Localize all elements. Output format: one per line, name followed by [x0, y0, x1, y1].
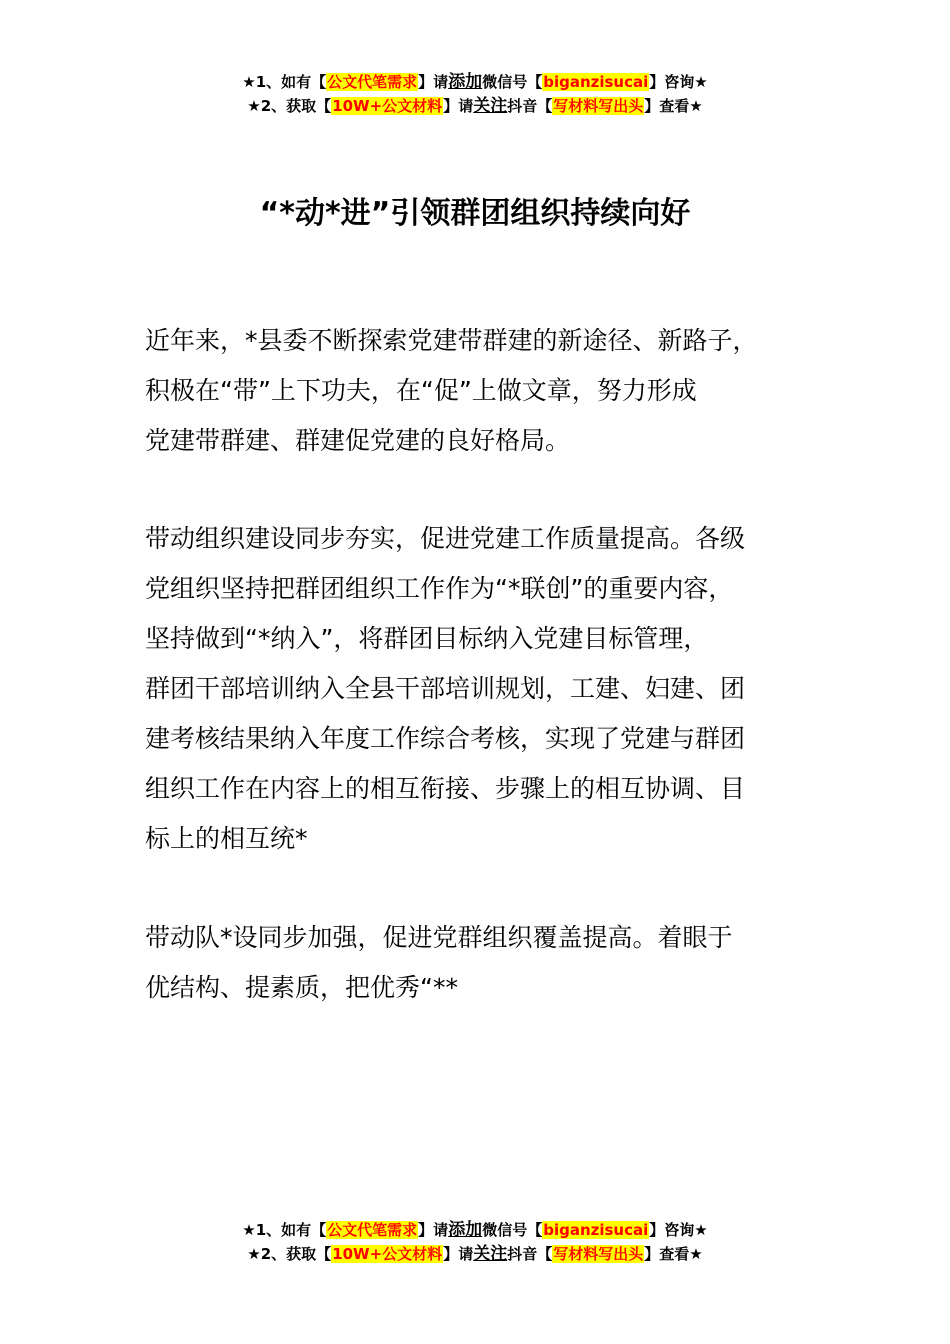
banner-line-1	[0, 70, 950, 94]
banner-text: 】请	[418, 1221, 449, 1239]
paragraph-line: 带动队*设同步加强，促进党群组织覆盖提高。着眼于	[145, 923, 733, 952]
paragraph-3	[145, 913, 835, 1013]
paragraph-line: 标上的相互统*	[145, 824, 308, 853]
banner-text: 】咨询★	[649, 73, 708, 91]
banner-line-2	[0, 1242, 950, 1266]
banner-text: 】请	[443, 97, 474, 115]
paragraph-line: 坚持做到“*纳入”，将群团目标纳入党建目标管理，	[145, 624, 709, 653]
paragraph-line: 积极在“带”上下功夫，在“促”上做文章，努力形成	[145, 376, 697, 405]
banner-underlined: 关注	[473, 96, 508, 116]
banner-highlight: 公文代笔需求	[327, 73, 418, 91]
paragraph-1	[145, 316, 835, 466]
banner-text: 】请	[418, 73, 449, 91]
paragraph-line: 党组织坚持把群团组织工作作为“*联创”的重要内容，	[145, 574, 734, 603]
header-banner	[0, 70, 950, 118]
paragraph-2	[145, 514, 835, 864]
paragraph-line: 组织工作在内容上的相互衔接、步骤上的相互协调、目	[145, 774, 746, 803]
paragraph-line: 带动组织建设同步夯实，促进党建工作质量提高。各级	[145, 524, 746, 553]
banner-line-1	[0, 1218, 950, 1242]
banner-text: ★1、如有【	[242, 73, 327, 91]
banner-text: 】查看★	[644, 1245, 703, 1263]
banner-text: ★2、获取【	[247, 97, 332, 115]
footer-banner	[0, 1218, 950, 1266]
banner-text: 】查看★	[644, 97, 703, 115]
paragraph-line: 近年来，*县委不断探索党建带群建的新途径、新路子，	[145, 326, 758, 355]
paragraph-line: 党建带群建、群建促党建的良好格局。	[145, 426, 571, 455]
banner-highlight: 公文代笔需求	[327, 1221, 418, 1239]
banner-highlight: 10W+公文材料	[332, 97, 443, 115]
banner-highlight: 写材料写出头	[553, 1245, 644, 1263]
banner-underlined: 添加	[448, 72, 483, 92]
banner-text: 抖音【	[507, 97, 553, 115]
banner-highlight: 写材料写出头	[553, 97, 644, 115]
banner-text: 微信号【	[482, 73, 543, 91]
banner-text: 】请	[443, 1245, 474, 1263]
banner-line-2	[0, 94, 950, 118]
banner-highlight: biganzisucai	[543, 1221, 649, 1239]
paragraph-line: 群团干部培训纳入全县干部培训规划，工建、妇建、团	[145, 674, 746, 703]
banner-underlined: 添加	[448, 1220, 483, 1240]
paragraph-line: 优结构、提素质，把优秀“**	[145, 973, 458, 1002]
banner-text: 】咨询★	[649, 1221, 708, 1239]
paragraph-line: 建考核结果纳入年度工作综合考核，实现了党建与群团	[145, 724, 746, 753]
document-title: “*动*进”引领群团组织持续向好	[259, 196, 691, 231]
banner-text: ★1、如有【	[242, 1221, 327, 1239]
banner-text: ★2、获取【	[247, 1245, 332, 1263]
banner-text: 抖音【	[507, 1245, 553, 1263]
banner-highlight: 10W+公文材料	[332, 1245, 443, 1263]
banner-highlight: biganzisucai	[543, 73, 649, 91]
banner-text: 微信号【	[482, 1221, 543, 1239]
banner-underlined: 关注	[473, 1244, 508, 1264]
